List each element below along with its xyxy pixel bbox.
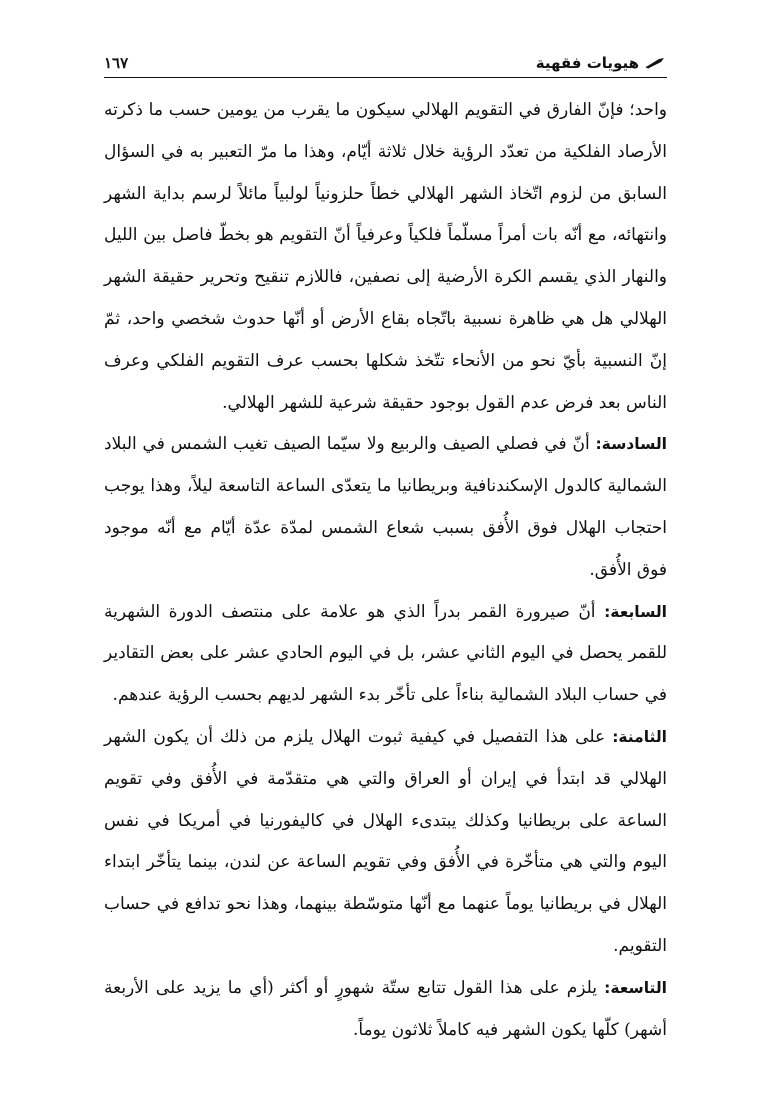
paragraph-text: واحد؛ فإنّ الفارق في التقويم الهلالي سيكون ما يقرب من يومين حسب ما ذكرته الأرصاد الفلكية من تعدّد الرؤية خلال ثلاثة أيّام، وهذا ما مرّ التعبير به في السؤال السابق من لزوم اتّخاذ الشهر الهلالي خطاً حلزونياً لولبياً مائلاً لرسم بداية الشهر وانتهائه، مع أنّه بات أمراً مسلّماً فلكياً وعرفياً أنّ التقويم هو بخطّ فاصل بين الليل والنهار الذي يقسم الكرة الأرضية إلى نصفين، فاللازم تنقيح وتحرير حقيقة الشهر الهلالي هل هي ظاهرة نسبية باتّجاه بقاع الأرض أو أنّها حدوث شخصي واحد، ثمّ إنّ النسبية بأيّ نحو من الأنحاء تتّخذ شكلها بحسب عرف التقويم الفلكي وعرف الناس بعد فرض عدم القول بوجود حقيقة شرعية للشهر الهلالي. (104, 100, 667, 413)
paragraph (104, 968, 667, 1052)
header-rule (104, 77, 667, 78)
paragraph-text: أنّ صيرورة القمر بدراً الذي هو علامة على منتصف الدورة الشهرية للقمر يحصل في اليوم الثاني عشر، بل في اليوم الحادي عشر على بعض التقادير في حساب البلاد الشمالية بناءاً على تأخّر بدء الشهر لديهم بحسب الرؤية عندهم. (104, 601, 667, 706)
paragraph-label: السادسة: (595, 435, 667, 454)
pen-icon (645, 57, 667, 69)
book-title (536, 54, 667, 72)
paragraph-text: أنّ في فصلي الصيف والربيع ولا سيّما الصيف تغيب الشمس في البلاد الشمالية كالدول الإسكندنافية وبريطانيا ما يتعدّى الساعة التاسعة ليلاً، وهذا يوجب احتجاب الهلال فوق الأُفق بسبب شعاع الشمس لمدّة عدّة أيّام مع أنّه موجود فوق الأُفق. (104, 434, 667, 580)
paragraph-text: يلزم على هذا القول تتابع ستّة شهورٍ أو أكثر (أي ما يزيد على الأربعة أشهر) كلّها يكون الشهر فيه كاملاً ثلاثون يوماً. (104, 977, 667, 1040)
paragraph (104, 424, 667, 591)
main-text (104, 90, 667, 1051)
paragraph (104, 717, 667, 968)
paragraph-text: على هذا التفصيل في كيفية ثبوت الهلال يلزم من ذلك أن يكون الشهر الهلالي قد ابتدأ في إيران أو العراق والتي هي متقدّمة في الأُفق وفي تقويم الساعة على بريطانيا وكذلك يبتدىء الهلال في كاليفورنيا في أمريكا في نفس اليوم والتي هي متأخّرة في الأُفق وفي تقويم الساعة عن لندن، بينما يتأخّر ابتداء الهلال في بريطانيا يوماً عنهما مع أنّها متوسّطة بينهما، وهذا نحو تدافع في حساب التقويم. (104, 726, 667, 956)
paragraph (104, 592, 667, 717)
book-title-text: هيويات فقهية (535, 54, 639, 72)
page-number: ١٦٧ (104, 54, 129, 72)
running-header (104, 48, 667, 78)
paragraph (104, 90, 667, 424)
paragraph-label: الثامنة: (612, 727, 667, 746)
paragraph-label: السابعة: (604, 602, 667, 621)
paragraph-label: التاسعة: (604, 978, 667, 997)
